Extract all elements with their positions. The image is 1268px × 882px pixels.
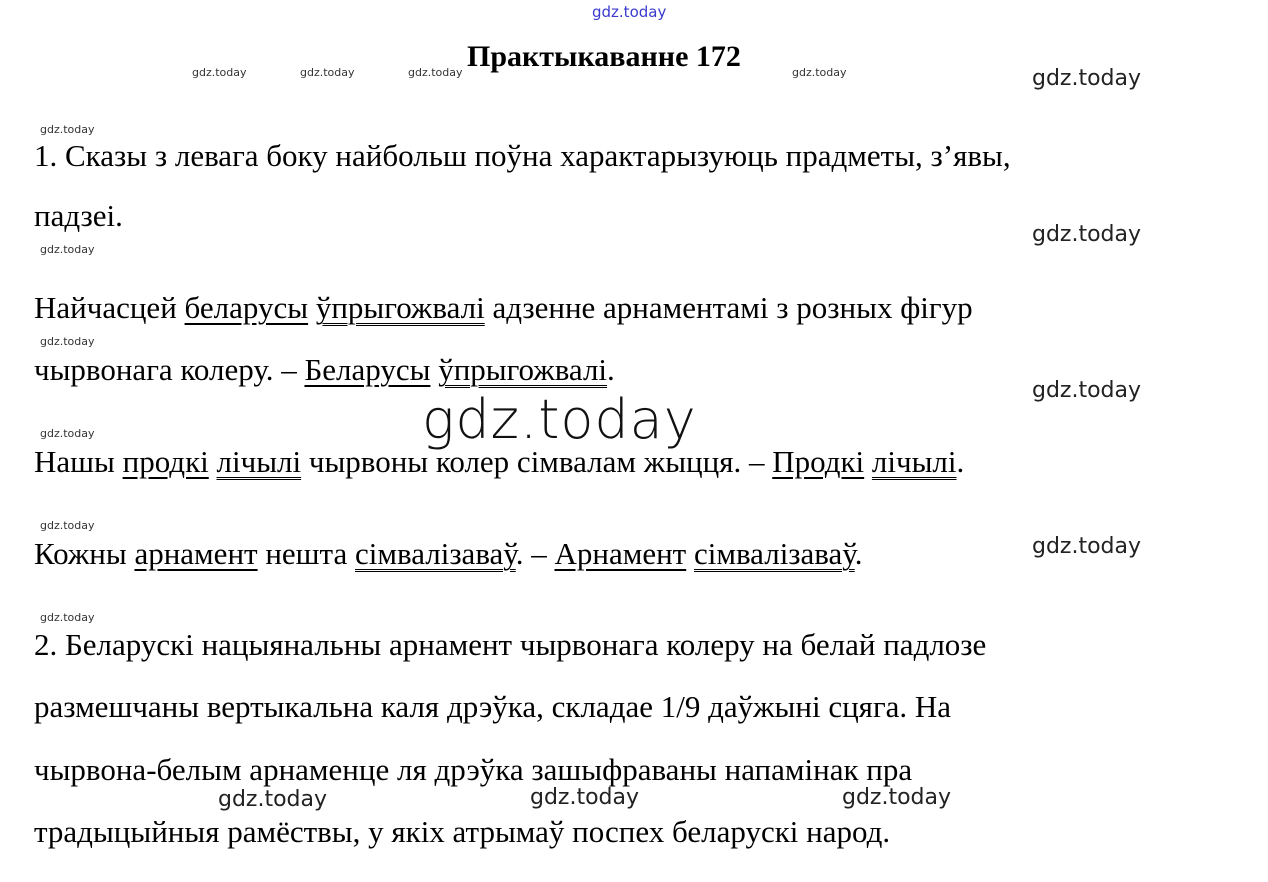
watermark-top: gdz.today xyxy=(592,3,667,21)
paragraph-2-line-4: традыцыйныя рамёствы, у якіх атрымаў поспех беларускі народ. xyxy=(34,814,891,849)
watermark-small: gdz.today xyxy=(40,611,95,624)
predicate-word: лічылі xyxy=(871,444,957,479)
paragraph-1-line-2: падзеі. xyxy=(34,198,123,233)
predicate-word: ўпрыгожвалі xyxy=(315,290,485,325)
sentence-rest: чырвоны колер сімвалам жыцця. – xyxy=(308,444,765,479)
watermark-small: gdz.today xyxy=(40,243,95,256)
predicate-word: лічылі xyxy=(216,444,302,479)
watermark-medium: gdz.today xyxy=(1032,378,1142,403)
watermark-small: gdz.today xyxy=(40,519,95,532)
watermark-medium: gdz.today xyxy=(842,785,952,810)
subject-word: арнамент xyxy=(134,536,258,571)
word: Кожны xyxy=(34,536,127,571)
watermark-medium: gdz.today xyxy=(218,787,328,812)
sentence-text: чырвонага колеру. – xyxy=(34,352,297,387)
watermark-small: gdz.today xyxy=(40,335,95,348)
subject-word: Арнамент xyxy=(554,536,687,571)
sentence-rest: адзенне арнаментамі з розных фігур xyxy=(492,290,973,325)
watermark-small: gdz.today xyxy=(192,66,247,79)
subject-word: беларусы xyxy=(184,290,309,325)
watermark-small: gdz.today xyxy=(300,66,355,79)
watermark-small: gdz.today xyxy=(40,123,95,136)
page-title: Практыкаванне 172 xyxy=(467,40,741,73)
watermark-small: gdz.today xyxy=(408,66,463,79)
sentence-1-line-2 xyxy=(34,352,615,388)
paragraph-1-line-1: 1. Сказы з левага боку найбольш поўна характарызуюць прадметы, з’явы, xyxy=(34,138,1011,173)
subject-word: Беларусы xyxy=(304,352,431,387)
period: . xyxy=(956,444,965,479)
watermark-medium: gdz.today xyxy=(1032,66,1142,91)
period: . xyxy=(854,536,863,571)
word: Нашы xyxy=(34,444,115,479)
paragraph-2-line-1: 2. Беларускі нацыянальны арнамент чырвонага колеру на белай падлозе xyxy=(34,627,987,662)
watermark-small: gdz.today xyxy=(792,66,847,79)
period: . xyxy=(607,352,615,387)
predicate-word: сімвалізаваў xyxy=(693,536,855,571)
word: Найчасцей xyxy=(34,290,177,325)
watermark-medium: gdz.today xyxy=(530,785,640,810)
sentence-3 xyxy=(34,536,862,572)
dash: . – xyxy=(515,536,547,571)
watermark-large: gdz.today xyxy=(422,388,697,451)
predicate-word: сімвалізаваў xyxy=(354,536,516,571)
watermark-medium: gdz.today xyxy=(1032,534,1142,559)
sentence-1-line-1 xyxy=(34,290,973,326)
subject-word: продкі xyxy=(122,444,209,479)
word: нешта xyxy=(265,536,348,571)
sentence-2 xyxy=(34,444,964,480)
subject-word: Продкі xyxy=(772,444,865,479)
predicate-word: ўпрыгожвалі xyxy=(438,352,608,387)
watermark-small: gdz.today xyxy=(40,427,95,440)
paragraph-2-line-3: чырвона-белым арнаменце ля дрэўка зашыфраваны напамінак пра xyxy=(34,752,913,787)
watermark-medium: gdz.today xyxy=(1032,222,1142,247)
paragraph-2-line-2: размешчаны вертыкальна каля дрэўка, складае 1/9 даўжыні сцяга. На xyxy=(34,689,952,724)
